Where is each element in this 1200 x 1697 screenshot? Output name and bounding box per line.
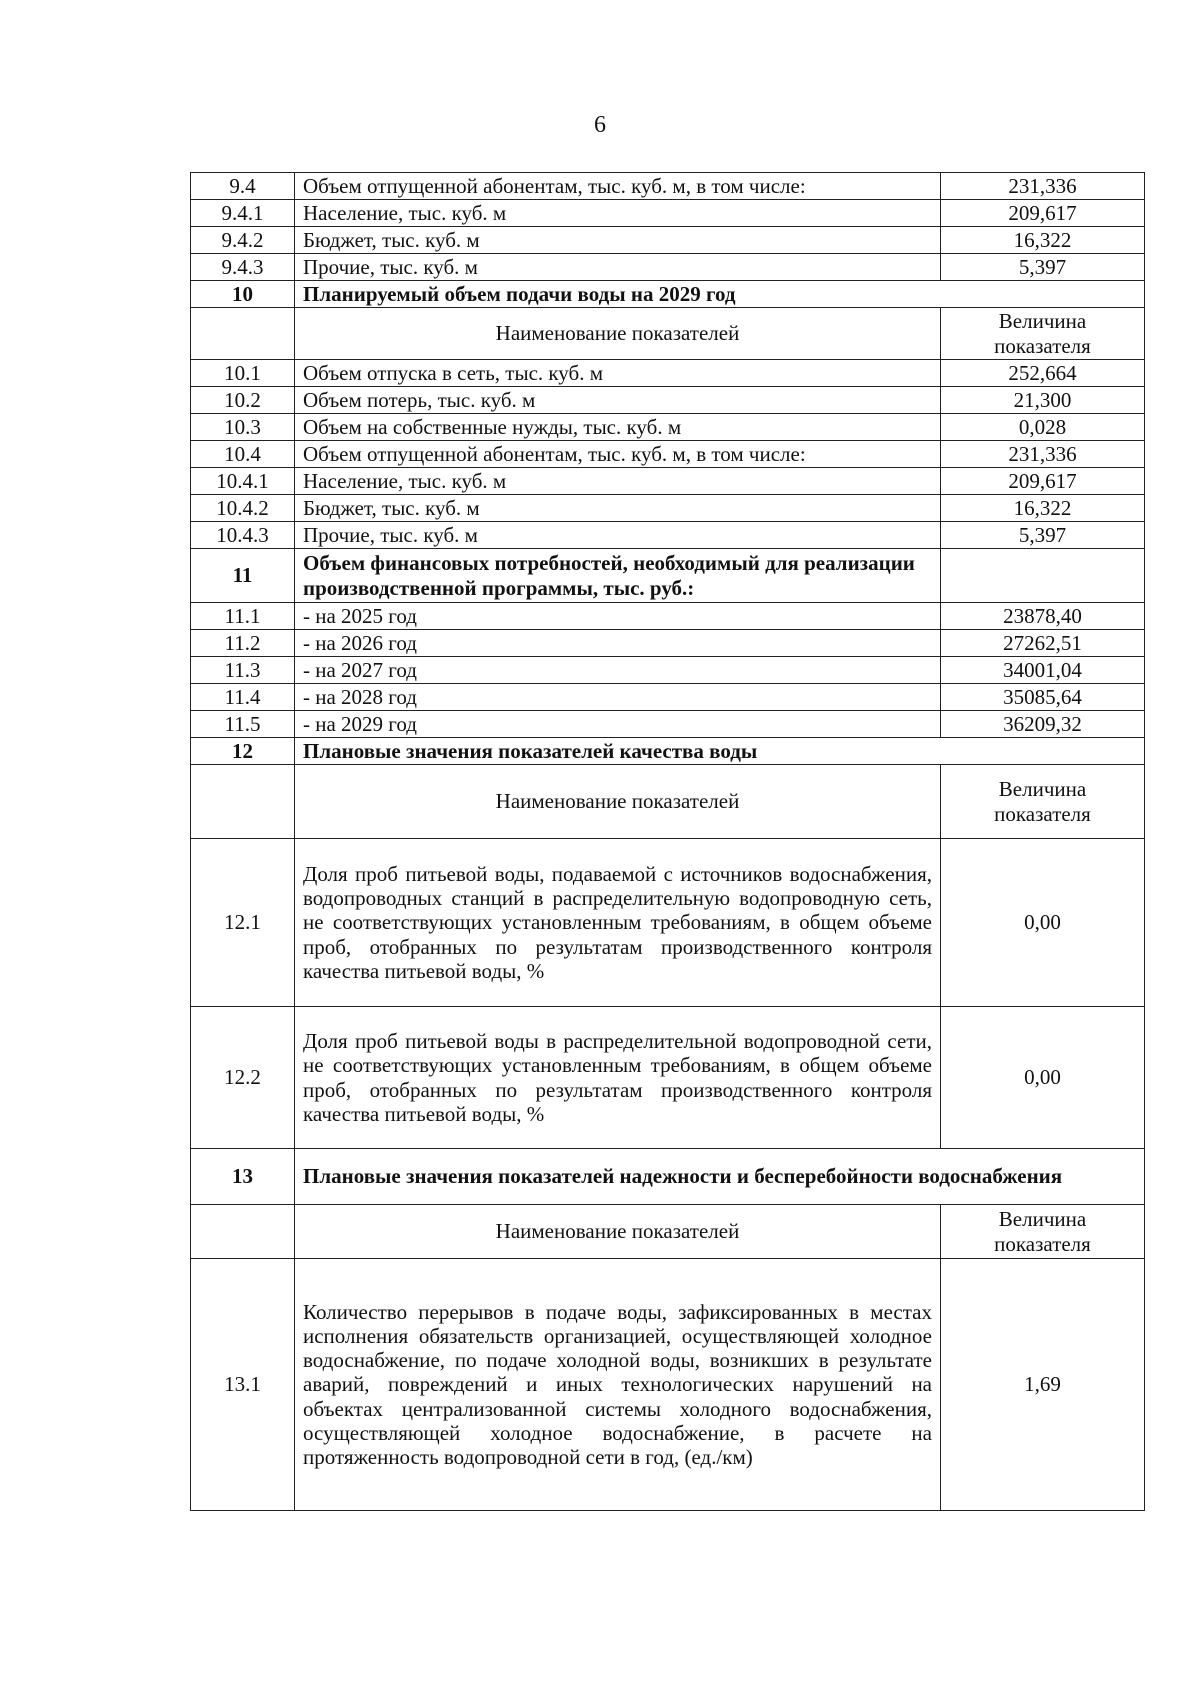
header-value: Величина показателя (941, 1205, 1145, 1259)
row-value: 0,00 (941, 1007, 1145, 1149)
row-number: 10.4.1 (191, 468, 295, 495)
row-number: 9.4.2 (191, 227, 295, 254)
table-row (191, 522, 1145, 549)
table-row (191, 254, 1145, 281)
row-value: 0,028 (941, 414, 1145, 441)
section-title: Объем финансовых потребностей, необходимый для реализации производственной программы, тыс. руб.: (295, 549, 941, 603)
table-row (191, 603, 1145, 630)
row-value: 5,397 (941, 522, 1145, 549)
section-number: 12 (191, 738, 295, 765)
row-text: - на 2027 год (295, 657, 941, 684)
row-number: 11.1 (191, 603, 295, 630)
row-text: Бюджет, тыс. куб. м (295, 495, 941, 522)
section-number: 13 (191, 1149, 295, 1205)
row-value: 16,322 (941, 227, 1145, 254)
row-value: 209,617 (941, 200, 1145, 227)
row-text: Объем потерь, тыс. куб. м (295, 387, 941, 414)
section-row (191, 738, 1145, 765)
row-value: 36209,32 (941, 711, 1145, 738)
row-text: Объем отпущенной абонентам, тыс. куб. м, в том числе: (295, 173, 941, 200)
row-text: Объем отпущенной абонентам, тыс. куб. м, в том числе: (295, 441, 941, 468)
row-value: 0,00 (941, 839, 1145, 1007)
header-name: Наименование показателей (295, 308, 941, 360)
row-value: 231,336 (941, 173, 1145, 200)
row-number: 11.4 (191, 684, 295, 711)
table-row (191, 200, 1145, 227)
header-value: Величина показателя (941, 765, 1145, 839)
row-number: 11.2 (191, 630, 295, 657)
table-row (191, 441, 1145, 468)
header-value: Величина показателя (941, 308, 1145, 360)
section-title: Планируемый объем подачи воды на 2029 год (295, 281, 1145, 308)
row-text: Количество перерывов в подаче воды, зафиксированных в местах исполнения обязательств организацией, осуществляющей холодное водоснабжение, по подаче холодной воды, возникших в результате аварий, повреждений и иных технологических нарушений на объектах централизованной системы холодного водоснабжения, осуществляющей холодное водоснабжение, в расчете на протяженность водопроводной сети в год, (ед./км) (295, 1259, 941, 1511)
row-value: 231,336 (941, 441, 1145, 468)
row-value: 34001,04 (941, 657, 1145, 684)
row-text: Прочие, тыс. куб. м (295, 522, 941, 549)
row-value: 5,397 (941, 254, 1145, 281)
row-value: 23878,40 (941, 603, 1145, 630)
row-number: 9.4.1 (191, 200, 295, 227)
row-text: Бюджет, тыс. куб. м (295, 227, 941, 254)
row-value: 209,617 (941, 468, 1145, 495)
row-number: 9.4 (191, 173, 295, 200)
row-value (941, 549, 1145, 603)
row-text: Прочие, тыс. куб. м (295, 254, 941, 281)
table-row (191, 684, 1145, 711)
row-number: 13.1 (191, 1259, 295, 1511)
table-row (191, 839, 1145, 1007)
header-row (191, 308, 1145, 360)
row-number: 12.1 (191, 839, 295, 1007)
row-text: - на 2025 год (295, 603, 941, 630)
row-number: 12.2 (191, 1007, 295, 1149)
row-value: 21,300 (941, 387, 1145, 414)
row-number: 10.2 (191, 387, 295, 414)
header-blank (191, 1205, 295, 1259)
row-value: 16,322 (941, 495, 1145, 522)
indicators-table (190, 172, 1145, 1511)
row-text: Население, тыс. куб. м (295, 200, 941, 227)
row-number: 10.4.2 (191, 495, 295, 522)
row-text: Объем на собственные нужды, тыс. куб. м (295, 414, 941, 441)
row-number: 11.5 (191, 711, 295, 738)
row-text: Население, тыс. куб. м (295, 468, 941, 495)
table-row (191, 495, 1145, 522)
section-row (191, 1149, 1145, 1205)
section-row (191, 281, 1145, 308)
row-number: 11.3 (191, 657, 295, 684)
table-row (191, 173, 1145, 200)
section-title: Плановые значения показателей надежности и бесперебойности водоснабжения (295, 1149, 1145, 1205)
row-text: Доля проб питьевой воды, подаваемой с источников водоснабжения, водопроводных станций в распределительную водопроводную сеть, не соответствующих установленным требованиям, в общем объеме проб, отобранных по результатам производственного контроля качества питьевой воды, % (295, 839, 941, 1007)
row-value: 1,69 (941, 1259, 1145, 1511)
row-number: 10.3 (191, 414, 295, 441)
page-number: 6 (594, 112, 606, 138)
row-text: Доля проб питьевой воды в распределительной водопроводной сети, не соответствующих установленным требованиям, в общем объеме проб, отобранных по результатам производственного контроля качества питьевой воды, % (295, 1007, 941, 1149)
header-blank (191, 308, 295, 360)
table-row (191, 711, 1145, 738)
header-name: Наименование показателей (295, 765, 941, 839)
row-number: 9.4.3 (191, 254, 295, 281)
section-title: Плановые значения показателей качества воды (295, 738, 1145, 765)
table-row (191, 1259, 1145, 1511)
header-row (191, 765, 1145, 839)
row-text: - на 2028 год (295, 684, 941, 711)
section-row (191, 549, 1145, 603)
row-text: - на 2026 год (295, 630, 941, 657)
table-row (191, 227, 1145, 254)
row-number: 10.1 (191, 360, 295, 387)
table-row (191, 387, 1145, 414)
table-row (191, 360, 1145, 387)
row-text: Объем отпуска в сеть, тыс. куб. м (295, 360, 941, 387)
table-row (191, 630, 1145, 657)
table-row (191, 468, 1145, 495)
row-number: 10.4.3 (191, 522, 295, 549)
section-number: 10 (191, 281, 295, 308)
row-text: - на 2029 год (295, 711, 941, 738)
row-value: 27262,51 (941, 630, 1145, 657)
row-value: 252,664 (941, 360, 1145, 387)
header-row (191, 1205, 1145, 1259)
header-blank (191, 765, 295, 839)
section-number: 11 (191, 549, 295, 603)
table-row (191, 1007, 1145, 1149)
header-name: Наименование показателей (295, 1205, 941, 1259)
row-number: 10.4 (191, 441, 295, 468)
table-row (191, 657, 1145, 684)
table-row (191, 414, 1145, 441)
row-value: 35085,64 (941, 684, 1145, 711)
